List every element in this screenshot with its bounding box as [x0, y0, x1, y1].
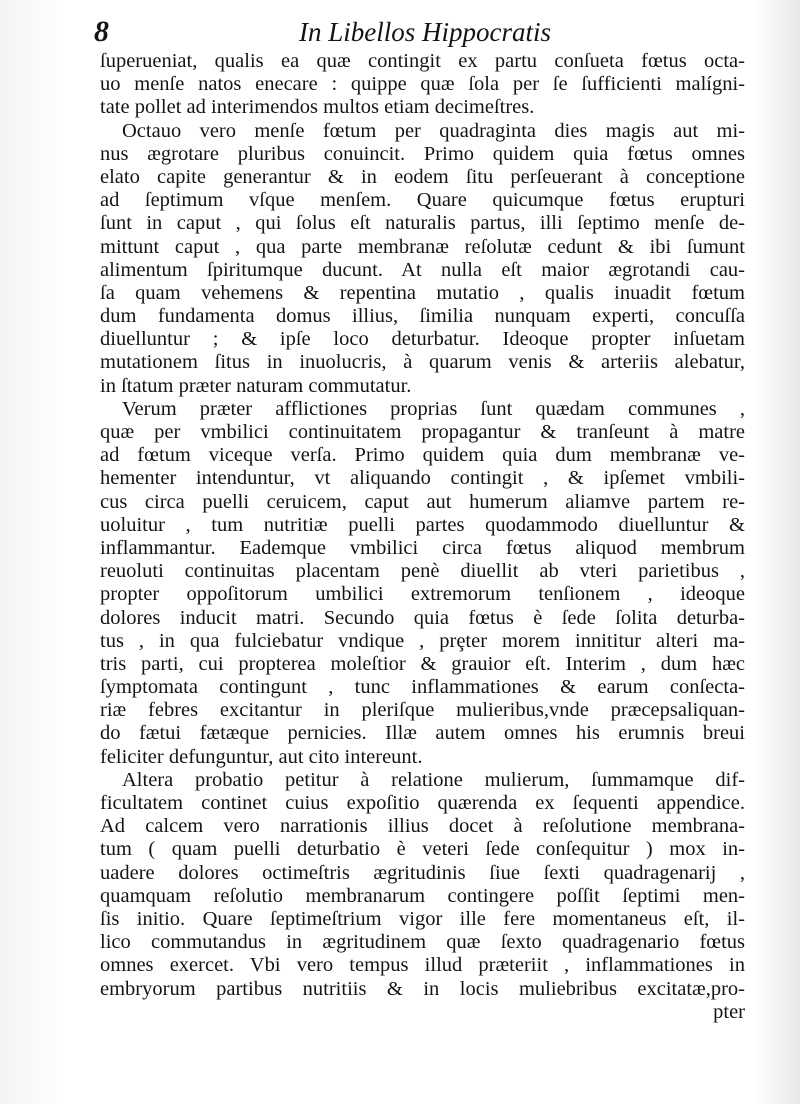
- text-line: inflammantur. Eademque vmbilici circa fœtus aliquod membrum: [100, 536, 745, 559]
- text-line: lico commutandus in ægritudinem quæ ſexto quadragenario fœtus: [100, 931, 745, 954]
- text-line: do fætui fætæque pernicies. Illæ autem omnes his erumnis breui: [100, 722, 745, 745]
- text-line: dum fundamenta domus illius, ſimilia nunquam experti, concuſſa: [100, 305, 745, 328]
- text-line: alimentum ſpiritumque ducunt. At nulla eſt maior ægrotandi cau-: [100, 258, 745, 281]
- text-line: reuoluti continuitas placentam penè diuellit ab vteri parietibus ,: [100, 560, 745, 583]
- text-line: diuelluntur ; & ipſe loco deturbatur. Ideoque propter inſuetam: [100, 328, 745, 351]
- text-line: in ſtatum præter naturam commutatur.: [100, 374, 412, 397]
- text-line: uo menſe natos enecare : quippe quæ ſola per ſe ſufficienti malígni-: [100, 73, 745, 96]
- text-line: cus circa puelli ceruicem, caput aut humerum aliamve partem re-: [100, 490, 745, 513]
- text-line: elato capite generantur & in eodem ſitu perſeuerant à conceptione: [100, 165, 745, 188]
- text-line: ſis initio. Quare ſeptimeſtrium vigor ille fere momentaneus eſt, il-: [100, 907, 745, 930]
- text-line: tris parti, cui propterea moleſtior & grauior eſt. Interim , dum hæc: [100, 652, 745, 675]
- catchword: pter: [713, 1000, 745, 1023]
- running-title: In Libellos Hippocratis: [299, 17, 552, 47]
- text-line: omnes exercet. Vbi vero tempus illud præteriit , inflammationes in: [100, 954, 745, 977]
- text-line: Octauo vero menſe fœtum per quadraginta dies magis aut mi-: [122, 119, 745, 142]
- text-line: hementer intenduntur, vt aliquando contingit , & ipſemet vmbili-: [100, 467, 745, 490]
- text-line: ad fœtum viceque verſa. Primo quidem quia dum membranæ ve-: [100, 444, 745, 467]
- text-line: mittunt caput , qua parte membranæ reſolutæ cedunt & ibi ſumunt: [100, 235, 745, 258]
- text-line: mutationem ſitus in inuolucris, à quarum venis & arteriis alebatur,: [100, 351, 745, 374]
- page-number: 8: [94, 15, 109, 48]
- text-line: Altera probatio petitur à relatione mulierum, ſummamque dif-: [122, 768, 745, 791]
- text-line: tate pollet ad interimendos multos etiam decimeſtres.: [100, 96, 535, 119]
- body-text: [100, 50, 745, 1024]
- text-line: riæ febres excitantur in pleriſque mulieribus,vnde præcepsaliquan-: [100, 699, 745, 722]
- text-line: quæ per vmbilici continuitatem propagantur & tranſeunt à matre: [100, 421, 745, 443]
- text-line: feliciter defunguntur, aut cito intereunt.: [100, 745, 423, 768]
- text-line: ad ſeptimum vſque menſem. Quare quicumque fœtus erupturi: [100, 189, 745, 212]
- text-line: tum ( quam puelli deturbatio è veteri ſede conſequitur ) mox in-: [100, 838, 745, 861]
- text-line: ficultatem continet cuius expoſitio quærenda ex ſequenti appendice.: [100, 792, 745, 814]
- text-line: Ad calcem vero narrationis illius docet à reſolutione membrana-: [100, 815, 745, 838]
- text-line: propter oppoſitorum umbilici extremorum tenſionem , ideoque: [100, 583, 745, 606]
- text-line: quamquam reſolutio membranarum contingere poſſit ſeptimi men-: [100, 884, 745, 907]
- text-line: Verum præter afflictiones proprias ſunt quædam communes ,: [122, 397, 745, 420]
- page-header: [94, 14, 604, 50]
- text-line: ſa quam vehemens & repentina mutatio , qualis inuadit fœtum: [100, 281, 745, 304]
- text-line: ſymptomata contingunt , tunc inflammationes & earum conſecta-: [100, 676, 745, 699]
- text-line: uoluitur , tum nutritiæ puelli partes quodammodo diuelluntur &: [100, 513, 745, 536]
- text-line: ſuperueniat, qualis ea quæ contingit ex partu conſueta fœtus octa-: [100, 50, 745, 72]
- text-line: dolores inducit matri. Secundo quia fœtus è ſede ſolita deturba-: [100, 606, 745, 629]
- text-line: nus ægrotare pluribus conuincit. Primo quidem quia fœtus omnes: [100, 142, 745, 165]
- text-line: embryorum partibus nutritiis & in locis muliebribus excitatæ,pro-: [100, 977, 745, 1000]
- text-line: uadere dolores octimeſtris ægritudinis ſiue ſexti quadragenarij ,: [100, 861, 745, 884]
- text-line: tus , in qua fulciebatur vndique , prȩter morem innititur alteri ma-: [100, 629, 745, 652]
- text-line: ſunt in caput , qui ſolus eſt naturalis partus, illi ſeptimo menſe de-: [100, 212, 745, 235]
